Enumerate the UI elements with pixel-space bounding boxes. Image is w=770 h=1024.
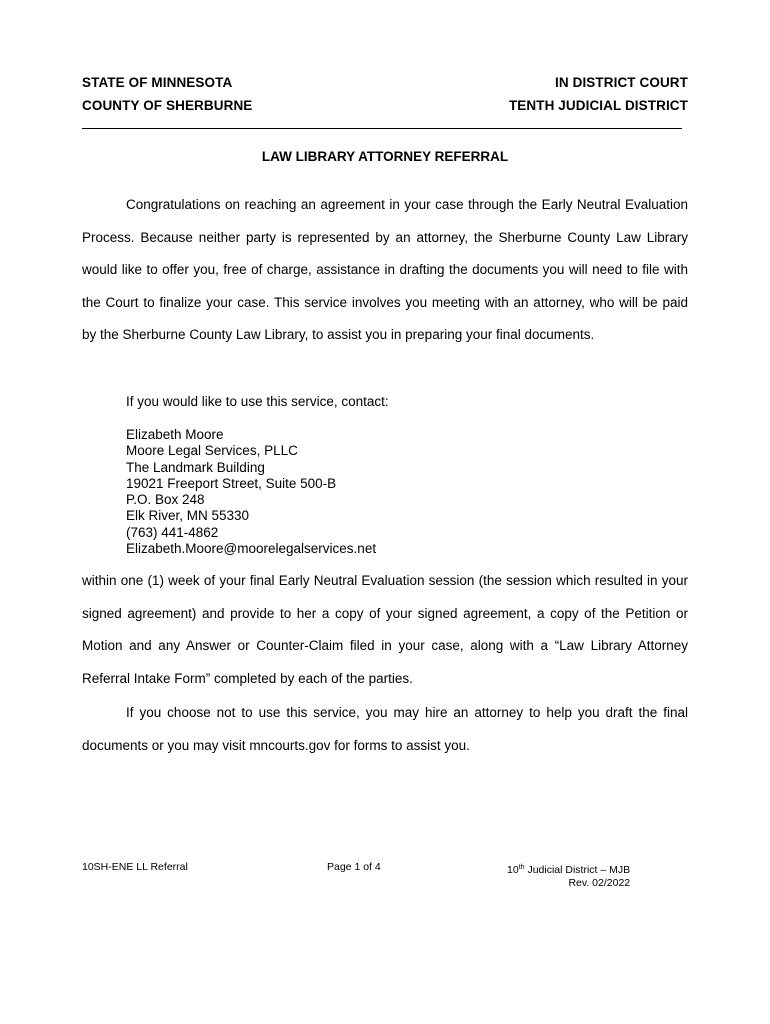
caption-row-1	[82, 75, 688, 90]
caption-row-2	[82, 98, 688, 113]
within-paragraph: within one (1) week of your final Early Neutral Evaluation session (the session which resulted in your signed agreement) and provide to her a copy of your signed agreement, a copy of the Petition or Motion and any Answer or Counter-Claim filed in your case, along with a “Law Library Attorney Referral Intake Form” completed by each of the parties.	[82, 573, 688, 686]
footer-district-sup: th	[518, 864, 525, 871]
footer-district-line	[507, 861, 630, 877]
document-title: LAW LIBRARY ATTORNEY REFERRAL	[261, 149, 509, 164]
court-label: IN DISTRICT COURT	[555, 75, 688, 90]
footer-revision: Rev. 02/2022	[568, 877, 631, 889]
caption-divider	[82, 128, 682, 129]
contact-street: 19021 Freeport Street, Suite 500-B	[126, 475, 337, 491]
contact-po-box: P.O. Box 248	[126, 492, 205, 508]
contact-firm: Moore Legal Services, PLLC	[126, 443, 298, 459]
contact-lead-block	[82, 386, 688, 419]
contact-phone: (763) 441-4862	[126, 524, 219, 540]
alternative-paragraph: If you choose not to use this service, you may hire an attorney to help you draft the final documents or you may visit mncourts.gov for forms to assist you.	[82, 705, 688, 753]
intro-paragraph-block	[82, 189, 688, 352]
footer-form-id: 10SH-ENE LL Referral	[82, 861, 188, 873]
alternative-paragraph-block	[82, 697, 688, 762]
contact-building: The Landmark Building	[126, 459, 265, 475]
state-label: STATE OF MINNESOTA	[82, 75, 233, 90]
within-paragraph-block	[82, 565, 688, 695]
contact-city: Elk River, MN 55330	[126, 508, 250, 524]
footer-district-info	[507, 861, 630, 890]
district-label: TENTH JUDICIAL DISTRICT	[508, 98, 688, 113]
intro-paragraph: Congratulations on reaching an agreement in your case through the Early Neutral Evaluation Process. Because neither party is represented by an attorney, the Sherburne County Law Library would like to offer you, free of charge, assistance in drafting the documents you will need to file with the Court to finalize your case. This service involves you meeting with an attorney, who will be paid by the Sherburne County Law Library, to assist you in preparing your final documents.	[82, 197, 688, 343]
contact-lead-text: If you would like to use this service, contact:	[126, 394, 389, 409]
contact-name: Elizabeth Moore	[126, 427, 224, 442]
footer-district-rest: Judicial District – MJB	[524, 864, 631, 876]
county-label: COUNTY OF SHERBURNE	[82, 98, 253, 113]
footer-district-num: 10	[507, 864, 519, 876]
contact-address-block	[126, 427, 376, 557]
contact-email: Elizabeth.Moore@moorelegalservices.net	[126, 541, 377, 557]
footer-page-number: Page 1 of 4	[327, 861, 381, 873]
